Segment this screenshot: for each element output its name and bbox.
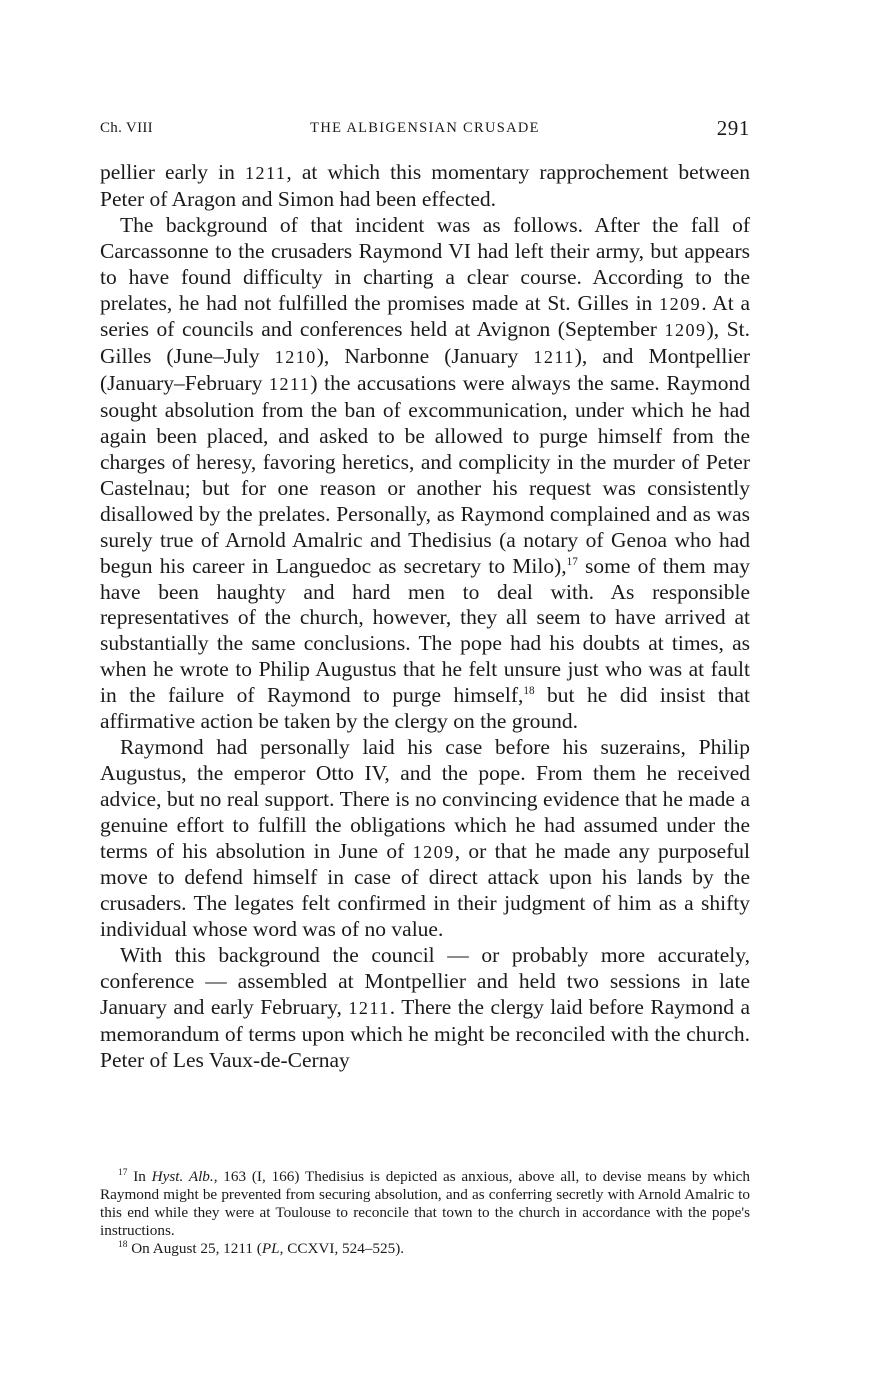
paragraph-3: Raymond had personally laid his case before his suzerains, Philip Augustus, the emperor Otto IV, and the pope. From them he received advice, but no real support. There is no convincing evidence that he made a genuine effort to fulfill the obligations which he had assumed under the terms of his absolution in June of 1209, or that he made any purposeful move to defend himself in case of direct attack upon his lands by the crusaders. The legates felt confirmed in their judgment of him as a shifty individual whose word was of no value. [100,734,751,942]
main-text [100,160,750,1074]
paragraph-4: With this background the council — or probably more accurately, conference — assembled at Montpellier and held two sessions in late January and early February, 1211. There the clergy laid before Raymond a memorandum of terms upon which he might be reconciled with the church. Peter of Les Vaux-de-Cernay [100,943,750,1072]
footnote-18: $^{18}$ On August 25, 1211 (PL, CCXVI, 524–525). [118,1240,405,1257]
footnote-ref-17[interactable]: 17 [566,555,578,568]
page-number: 291 [716,116,750,140]
paragraph-2: The background of that incident was as follows. After the fall of Carcassonne to the crusaders Raymond VI had left their army, but appears to have found difficulty in charting a clear course. According to the prelates, he had not fulfilled the promises made at St. Gilles in 1209. At a series of councils and conferences held at Avignon (September 1209), St. Gilles (June–July 1210), Narbonne (January 1211), and Montpellier (January–February 1211) the accusations were always the same. Raymond sought absolution from the ban of excommunication, under which he had again been placed, and asked to be allowed to purge himself from the charges of heresy, favoring heretics, and complicity in the murder of Peter Castelnau; but for one reason or another his request was consistently disallowed by the prelates. Personally, as Raymond complained and as was surely true of Arnold Amalric and Thedisius (a notary of Genoa who had begun his career in Languedoc as secretary to Milo),$^{17}$ some of them may have been haughty and hard men to deal with. As responsible representatives of the church, however, they all seem to have arrived at substantially the same conclusions. The pope had his doubts at times, as when he wrote to Philip Augustus that he felt unsure just who was at fault in the failure of Raymond to purge himself,$^{18}$ but he did insist that affirmative action be taken by the clergy on the ground. [100,212,750,734]
running-header [100,116,750,140]
footnote-ref-18[interactable]: 18 [523,685,535,698]
running-title: THE ALBIGENSIAN CRUSADE [310,120,540,136]
chapter-label: Ch. VIII [100,120,153,136]
footnotes [100,1168,750,1258]
paragraph-1: pellier early in 1211, at which this momentary rapprochement between Peter of Aragon and Simon had been effected. [100,160,750,211]
footnote-17: $^{17}$ In Hyst. Alb., 163 (I, 166) Thedisius is depicted as anxious, above all, to devise means by which Raymond might be prevented from securing absolution, and as conferring secretly with Arnold Amalric to this end while they were at Toulouse to reconcile that town to the church in accordance with the pope's instructions. [100,1168,750,1239]
